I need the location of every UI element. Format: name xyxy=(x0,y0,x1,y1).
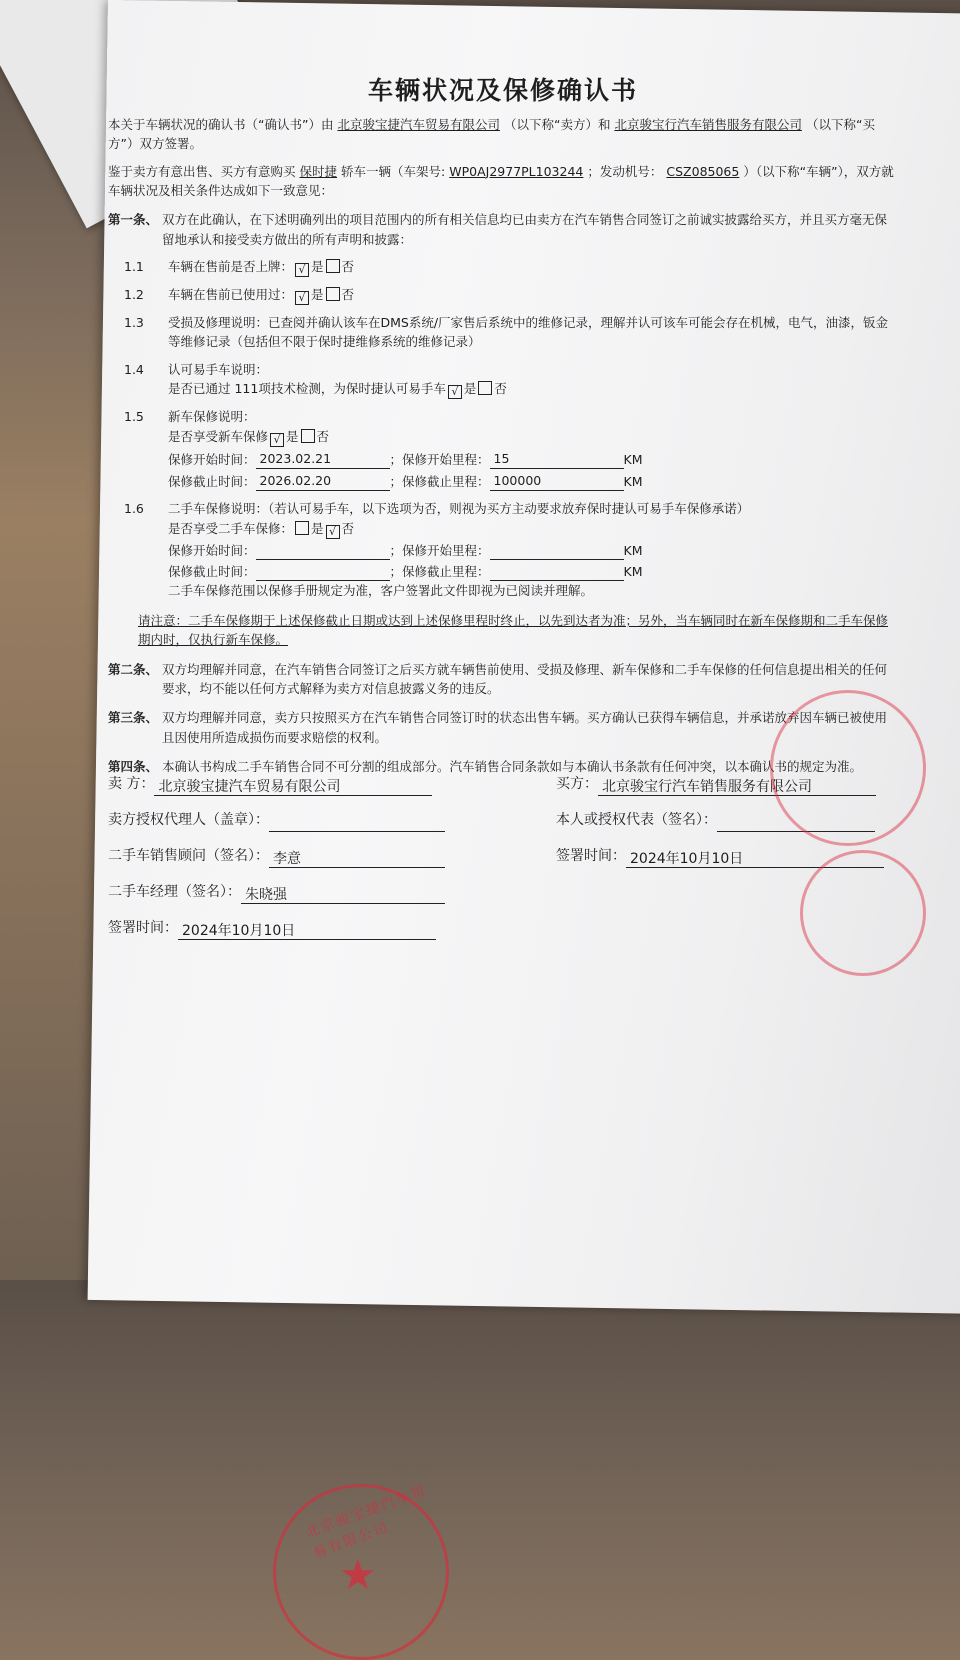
used-warranty-start-date[interactable] xyxy=(256,542,390,560)
checkbox-no[interactable] xyxy=(326,287,340,301)
seller-date-row: 签署时间： 2024年10月10日 xyxy=(108,918,436,940)
buyer-date-field[interactable]: 2024年10月10日 xyxy=(626,849,884,868)
used-warranty-end-km[interactable] xyxy=(490,563,624,581)
vin-number: WP0AJ2977PL103244 xyxy=(449,163,584,179)
notice-text: 请注意：二手车保修期于上述保修截止日期或达到上述保修里程时终止，以先到达者为准；另外，当车辆同时在新车保修期和二手车保修期内时，仅执行新车保修。 xyxy=(138,612,889,648)
seller-name-field[interactable]: 北京骏宝捷汽车贸易有限公司 xyxy=(154,777,432,796)
article-4: 第四条、 本确认书构成二手车销售合同不可分割的组成部分。汽车销售合同条款如与本确认书条款有任何冲突，以本确认书的规定为准。 xyxy=(108,759,863,774)
checkbox-yes[interactable]: √ xyxy=(295,263,309,277)
item-1-3: 1.3 受损及修理说明：已查阅并确认该车在DMS系统/厂家售后系统中的维修记录，理解并认可该车可能会存在机械，电气，油漆，钣金等维修记录（包括但不限于保时捷维修系统的维修记录） xyxy=(124,315,889,350)
intro-paragraph-1: 本关于车辆状况的确认书（“确认书”）由 北京骏宝捷汽车贸易有限公司 （以下称“卖方）和 北京骏宝行汽车销售服务有限公司 （以下称“买方”）双方签署。 xyxy=(108,116,875,152)
buyer-seal-partial-2 xyxy=(800,850,926,976)
company-seal xyxy=(273,1484,449,1660)
seal-text: 北京骏宝捷汽车贸易有限公司 xyxy=(303,1482,430,1562)
sales-advisor-row: 二手车销售顾问（签名）： 李意 xyxy=(108,846,445,868)
article-3: 第三条、 双方均理解并同意，卖方只按照买方在汽车销售合同签订时的状态出售车辆。买方确认已获得车辆信息，并承诺放弃因车辆已被使用且因使用所造成损伤而要求赔偿的权利。 xyxy=(108,710,888,745)
checkbox-no[interactable] xyxy=(326,259,340,273)
intro-paragraph-2: 鉴于卖方有意出售、买方有意购买 保时捷 轿车一辆（车架号: WP0AJ2977PL103244 ；发动机号： CSZ085065 ）（以下称“车辆”），双方就车辆状况及相关条件达成如下一致意见： xyxy=(108,163,894,198)
article-2: 第二条、 双方均理解并同意，在汽车销售合同签订之后买方就车辆售前使用、受损及修理、新车保修和二手车保修的任何信息提出相关的任何要求，均不能以任何方式解释为卖方对信息披露义务的违反。 xyxy=(108,661,888,696)
warranty-start-date[interactable]: 2023.02.21 xyxy=(256,449,390,469)
seller-name: 北京骏宝捷汽车贸易有限公司 xyxy=(337,116,500,132)
checkbox-yes[interactable]: √ xyxy=(295,291,309,305)
manager-row: 二手车经理（签名）： 朱晓强 xyxy=(108,882,445,904)
checkbox-yes[interactable]: √ xyxy=(448,385,462,399)
buyer-signature-row: 买方： 北京骏宝行汽车销售服务有限公司 xyxy=(556,774,876,796)
used-warranty-start-km[interactable] xyxy=(490,542,624,560)
checkbox-no[interactable] xyxy=(478,381,492,395)
buyer-seal-partial xyxy=(770,690,926,846)
document-title: 车辆状况及保修确认书 xyxy=(367,76,638,105)
seller-agent-row: 卖方授权代理人（盖章）： xyxy=(108,810,445,832)
manager-field[interactable]: 朱晓强 xyxy=(241,885,445,904)
item-1-5: 1.5 新车保修说明： 是否享受新车保修 √ 是 否 保修开始时间： 2023.02.21 ；保修开始里程： 15 KM 保修截止时间： 2026.02.20 ；保修截止里程： 100000 KM xyxy=(108,407,898,491)
engine-number: CSZ085065 xyxy=(666,163,740,179)
article-1: 第一条、 双方在此确认，在下述明确列出的项目范围内的所有相关信息均已由卖方在汽车销售合同签订之前诚实披露给买方，并且买方毫无保留地承认和接受卖方做出的所有声明和披露： xyxy=(108,212,888,247)
item-1-2: 1.2 车辆在售前已使用过： √ 是 否 xyxy=(124,287,355,304)
buyer-name-field[interactable]: 北京骏宝行汽车销售服务有限公司 xyxy=(598,777,876,796)
buyer-name: 北京骏宝行汽车销售服务有限公司 xyxy=(614,116,802,132)
warranty-start-km[interactable]: 15 xyxy=(490,449,624,469)
checkbox-yes[interactable] xyxy=(295,521,309,535)
sales-advisor-field[interactable]: 李意 xyxy=(269,849,445,868)
seller-date-field[interactable]: 2024年10月10日 xyxy=(178,921,436,940)
buyer-rep-row: 本人或授权代表（签名）： xyxy=(556,810,875,832)
item-1-6: 1.6 二手车保修说明：（若认可易手车，以下选项为否，则视为买方主动要求放弃保时捷认可易手车保修承诺） 是否享受二手车保修： 是 √ 否 保修开始时间： ；保修开始里程： KM 保修截止时间： ；保修截止里程： KM 二手车保修范围以保修手册规定为准，客户签署此文件即视为已阅读并理解。 xyxy=(124,501,750,599)
item-1-4: 1.4 认可易手车说明： 是否已通过 111项技术检测，为保时捷认可易手车 √ 是 否 xyxy=(124,361,507,399)
item-1-1: 1.1 车辆在售前是否上牌： √ 是 否 xyxy=(124,259,355,276)
checkbox-yes[interactable]: √ xyxy=(270,433,284,447)
used-warranty-end-date[interactable] xyxy=(256,563,390,581)
warranty-end-date[interactable]: 2026.02.20 xyxy=(256,471,390,491)
seller-signature-row: 卖 方： 北京骏宝捷汽车贸易有限公司 xyxy=(108,774,432,796)
warranty-end-km[interactable]: 100000 xyxy=(490,471,624,491)
checkbox-no[interactable] xyxy=(301,429,315,443)
buyer-date-row: 签署时间： 2024年10月10日 xyxy=(556,846,884,868)
checkbox-no[interactable]: √ xyxy=(326,525,340,539)
seller-agent-field[interactable] xyxy=(269,813,445,832)
document-body xyxy=(108,72,898,1599)
star-icon: ★ xyxy=(339,1550,377,1599)
vehicle-brand: 保时捷 xyxy=(299,163,338,179)
